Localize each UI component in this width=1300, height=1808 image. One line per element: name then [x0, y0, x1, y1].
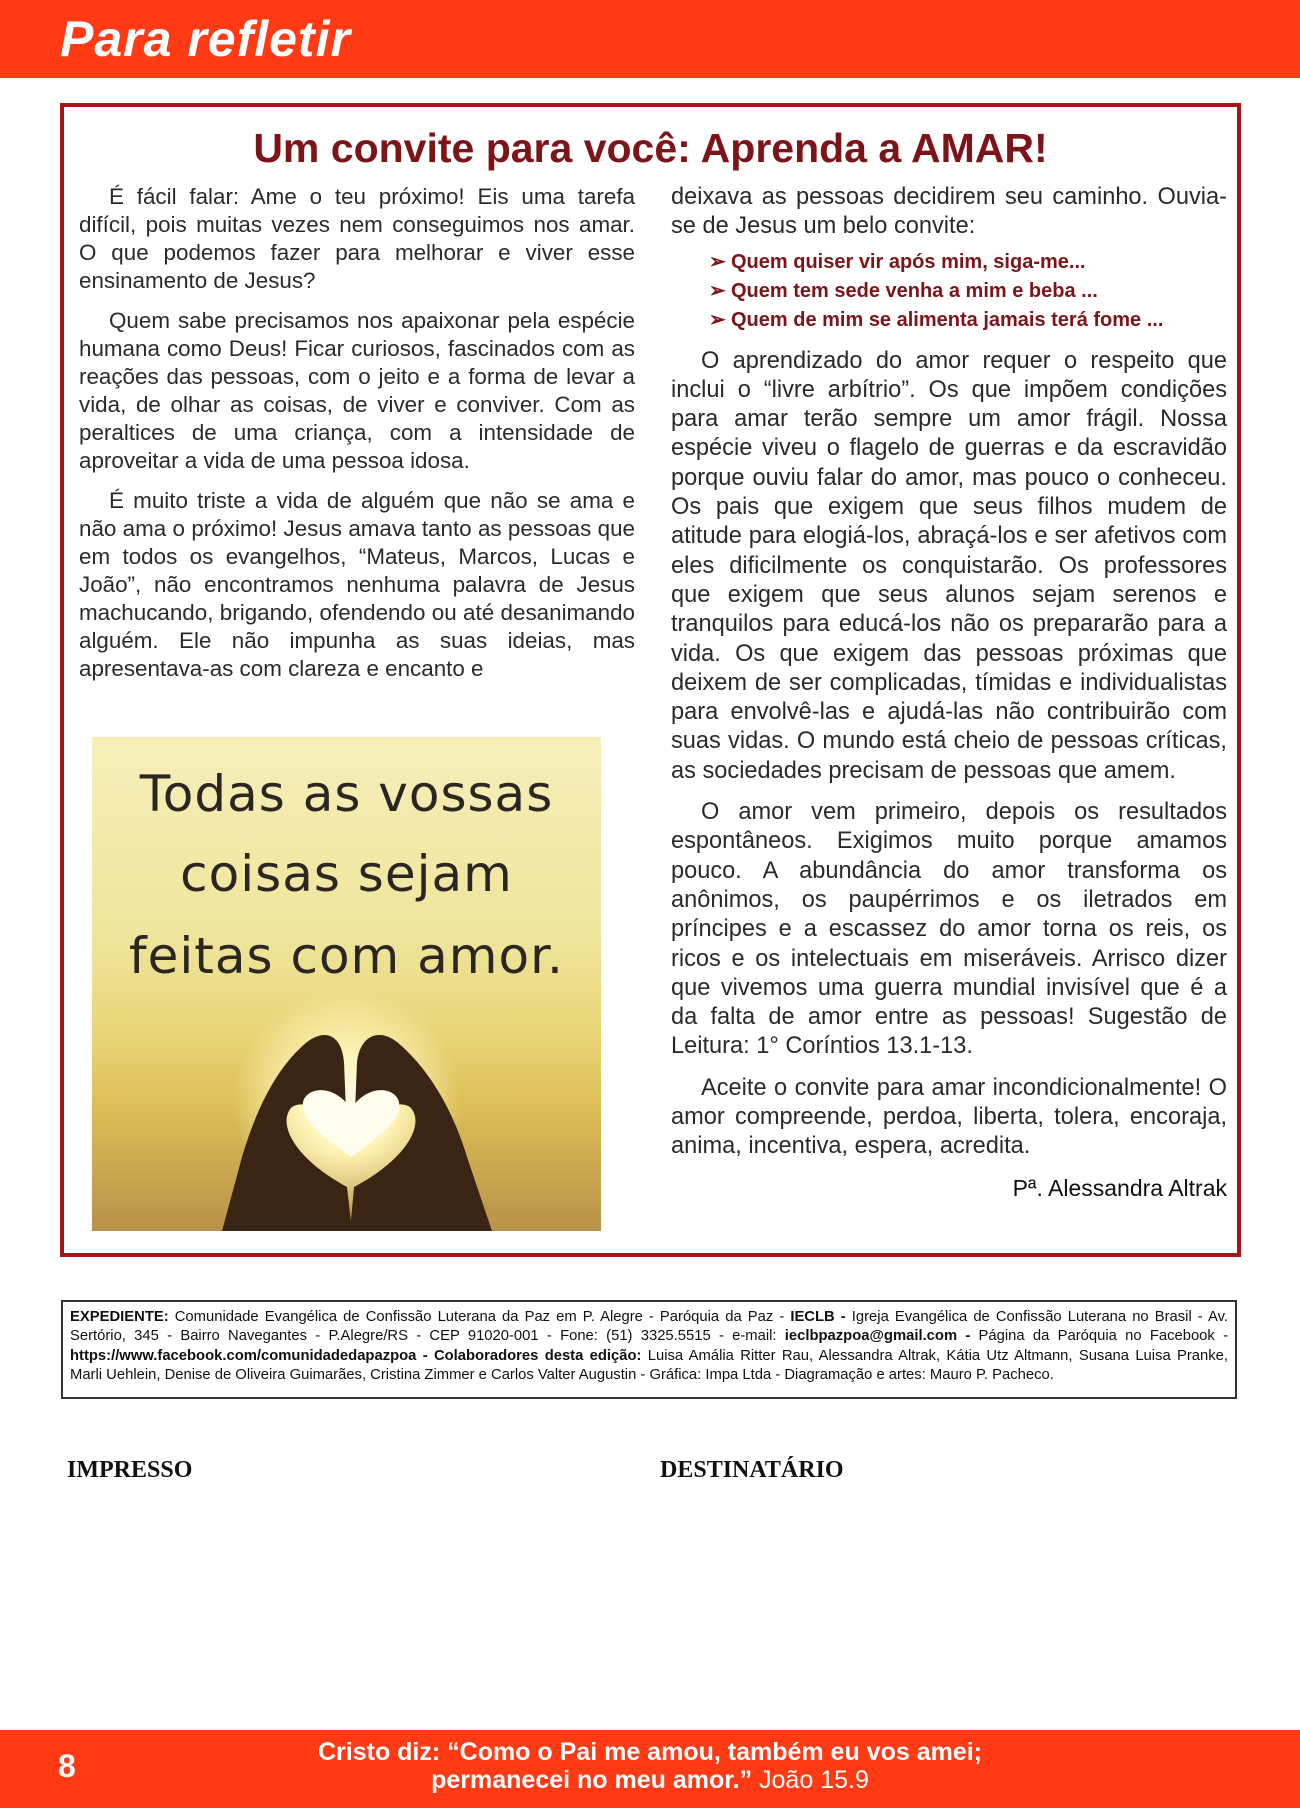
article-box	[60, 103, 1241, 1257]
paragraph: Aceite o convite para amar incondicionalmente! O amor compreende, perdoa, liberta, tolera, encoraja, anima, incentiva, espera, acredita.	[671, 1074, 1227, 1160]
arrow-bullet-icon: ➢	[709, 308, 726, 331]
arrow-bullet-icon: ➢	[709, 250, 726, 273]
paragraph: deixava as pessoas decidirem seu caminho. Ouvia-se de Jesus um belo convite:	[671, 184, 1227, 240]
article-title: Um convite para você: Aprenda a AMAR!	[253, 125, 1048, 171]
section-title: Para refletir	[60, 11, 351, 67]
paragraph: É muito triste a vida de alguém que não se ama e não ama o próximo! Jesus amava tanto as pessoas que em todos os evangelhos, “Mateus, Marcos, Lucas e João”, não encontramos nenhuma palavra de Jesus machucando, brigando, ofendendo ou até desanimando alguém. Ele não impunha as suas ideias, mas apresentava-as com clareza e encanto e	[79, 488, 635, 681]
quote-line-2: permanecei no meu amor.” João 15.9	[431, 1766, 869, 1794]
facebook-link[interactable]: https://www.facebook.com/comunidadedapazpoa - Colaboradores desta edição:	[70, 1347, 642, 1364]
email-link[interactable]: ieclbpazpoa@gmail.com -	[784, 1328, 971, 1345]
destinatario-label: DESTINATÁRIO	[660, 1457, 844, 1483]
heart-hands-icon	[92, 737, 601, 1231]
list-item: ➢ Quem quiser vir após mim, siga-me...	[709, 248, 1227, 277]
image-caption-line: feitas com amor.	[129, 927, 564, 985]
footer-bar	[0, 1730, 1300, 1808]
quote-line: Cristo diz: “Como o Pai me amou, também eu vos amei;	[317, 1738, 983, 1766]
image-caption-line: Todas as vossas	[139, 765, 554, 823]
paragraph: O amor vem primeiro, depois os resultados espontâneos. Exigimos muito porque amamos pouco. A abundância do amor transforma os anônimos, os paupérrimos e os iletrados em príncipes e a escassez do amor torna os reis, os ricos e os intelectuais em miseráveis. Arrisco dizer que vivemos uma guerra mundial invisível que é a da falta de amor entre as pessoas! Sugestão de Leitura: 1° Coríntios 13.1-13.	[671, 799, 1227, 1060]
love-image	[92, 737, 601, 1231]
bible-reference: João 15.9	[759, 1766, 869, 1794]
paragraph: É fácil falar: Ame o teu próximo! Eis uma tarefa difícil, pois muitas vezes nem conseguimos nos amar. O que podemos fazer para melhorar e viver esse ensinamento de Jesus?	[79, 184, 635, 293]
header-bar	[0, 0, 1300, 78]
page-number: 8	[58, 1748, 76, 1784]
invitation-list	[709, 248, 1227, 335]
right-column	[671, 183, 1227, 1215]
paragraph: O aprendizado do amor requer o respeito que inclui o “livre arbítrio”. Os que impõem condições para amar terão sempre um amor frágil. Nossa espécie viveu o flagelo de guerras e da escravidão porque ouviu falar do amor, mas pouco o conheceu. Os pais que exigem que seus filhos mudem de atitude para elogiá-los, abraçá-los e ser afetivos com eles dificilmente os conquistarão. Os professores que exigem que seus alunos sejam serenos e tranquilos para educá-los não os prepararão para a vida. Os que exigem das pessoas próximas que deixem de ser complicadas, tímidas e individualistas para envolvê-las e ajudá-las não contribuirão com suas vidas. O mundo está cheio de pessoas críticas, as sociedades precisam de pessoas que amem.	[671, 347, 1227, 784]
expediente-label: EXPEDIENTE:	[70, 1309, 169, 1325]
paragraph: Quem sabe precisamos nos apaixonar pela espécie humana como Deus! Ficar curiosos, fascinados com as reações das pessoas, com o jeito e a forma de levar a vida, de olhar as coisas, de viver e conviver. Com as peraltices de uma criança, com a intensidade de aproveitar a vida de uma pessoa idosa.	[79, 308, 635, 473]
expediente-box: EXPEDIENTE: Comunidade Evangélica de Confissão Luterana da Paz em P. Alegre - Paróquia da Paz - IECLB - Igreja Evangélica de Confissão Luterana no Brasil - Av. Sertório, 345 - Bairro Navegantes - P.Alegre/RS - CEP 91020-001 - Fone: (51) 3325.5515 - e-mail: ieclbpazpoa@gmail.com - Página da Paróquia no Facebook - https://www.facebook.com/comunidadedapazpoa - Colaboradores desta edição: Luisa Amália Ritter Rau, Alessandra Altrak, Kátia Utz Altmann, Susana Luisa Pranke, Marli Uehlein, Denise de Oliveira Guimarães, Cristina Zimmer e Carlos Valter Augustin - Gráfica: Impa Ltda - Diagramação e artes: Mauro P. Pacheco.	[61, 1300, 1237, 1399]
image-caption-line: coisas sejam	[180, 845, 513, 903]
author-signature: Pª. Alessandra Altrak	[1012, 1174, 1227, 1201]
left-column	[79, 183, 635, 695]
footer-quote	[180, 1738, 1120, 1794]
impresso-label: IMPRESSO	[67, 1457, 193, 1483]
list-item: ➢ Quem de mim se alimenta jamais terá fome ...	[709, 306, 1227, 335]
arrow-bullet-icon: ➢	[709, 279, 726, 302]
list-item: ➢ Quem tem sede venha a mim e beba ...	[709, 277, 1227, 306]
